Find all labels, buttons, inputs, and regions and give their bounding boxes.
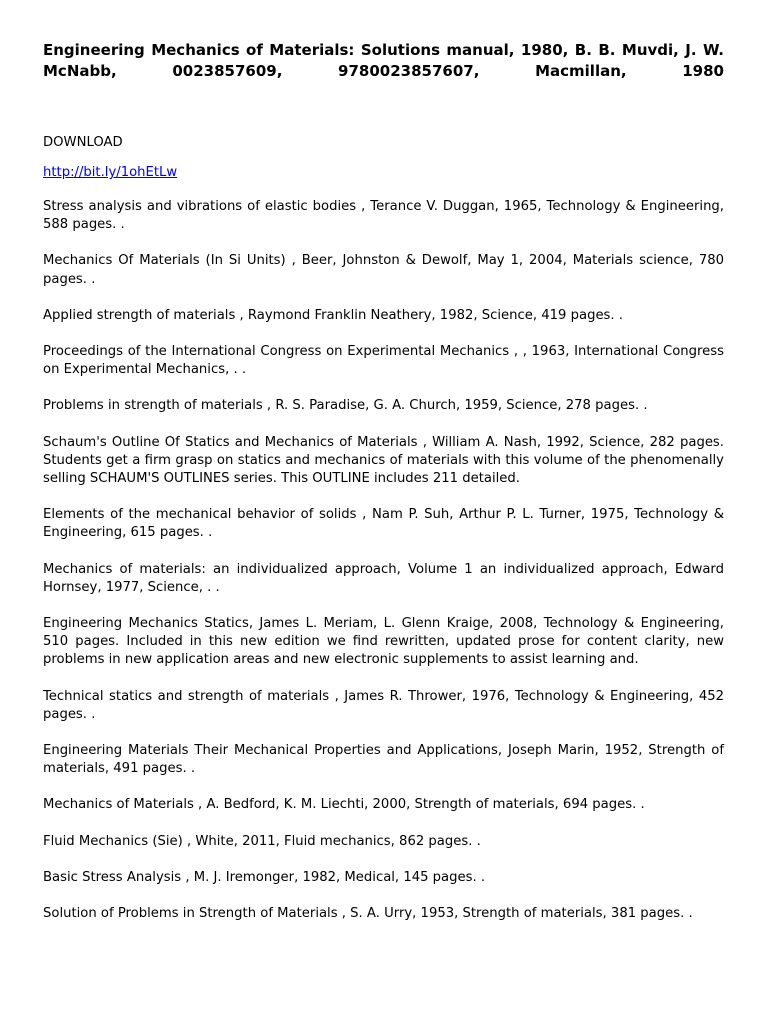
book-entry: Mechanics Of Materials (In Si Units) , Beer, Johnston & Dewolf, May 1, 2004, Materials science, 780 pages. . xyxy=(43,253,724,287)
book-entry: Fluid Mechanics (Sie) , White, 2011, Fluid mechanics, 862 pages. . xyxy=(43,833,481,849)
book-entry: Applied strength of materials , Raymond Franklin Neathery, 1982, Science, 419 pages. . xyxy=(43,307,623,323)
book-entry: Mechanics of materials: an individualized approach, Volume 1 an individualized approach, Edward Hornsey, 1977, Science, . . xyxy=(43,561,724,595)
document-title xyxy=(43,40,724,82)
book-entry: Technical statics and strength of materials , James R. Thrower, 1976, Technology & Engineering, 452 pages. . xyxy=(43,688,724,722)
title-line-1: Engineering Mechanics of Materials: Solutions manual, 1980, B. B. Muvdi, J. W. xyxy=(43,41,724,59)
book-entry: Engineering Materials Their Mechanical Properties and Applications, Joseph Marin, 1952, Strength of materials, 491 pages. . xyxy=(43,743,724,777)
book-entry: Solution of Problems in Strength of Materials , S. A. Urry, 1953, Strength of materials, 381 pages. . xyxy=(43,906,693,922)
book-entry: Mechanics of Materials , A. Bedford, K. M. Liechti, 2000, Strength of materials, 694 pages. . xyxy=(43,797,645,813)
book-entry: Problems in strength of materials , R. S. Paradise, G. A. Church, 1959, Science, 278 pages. . xyxy=(43,398,648,414)
book-entries xyxy=(43,198,724,923)
download-link[interactable]: http://bit.ly/1ohEtLw xyxy=(43,165,178,180)
book-entry: Stress analysis and vibrations of elastic bodies , Terance V. Duggan, 1965, Technology & Engineering, 588 pages. . xyxy=(43,199,724,233)
book-entry: Basic Stress Analysis , M. J. Iremonger, 1982, Medical, 145 pages. . xyxy=(43,869,486,885)
document-page xyxy=(43,40,724,941)
book-entry: Engineering Mechanics Statics, James L. Meriam, L. Glenn Kraige, 2008, Technology & Engineering, 510 pages. Included in this new edition we find rewritten, updated prose for content clarity, new problems in new application areas and new electronic supplements to assist learning and. xyxy=(43,616,724,668)
title-line-2: McNabb, 0023857609, 9780023857607, Macmillan, 1980 xyxy=(43,62,724,80)
book-entry: Schaum's Outline Of Statics and Mechanics of Materials , William A. Nash, 1992, Science, 282 pages. Students get a firm grasp on statics and mechanics of materials with this volume of the phenomenally selling SCHAUM'S OUTLINES series. This OUTLINE includes 211 detailed. xyxy=(43,434,724,487)
book-entry: Elements of the mechanical behavior of solids , Nam P. Suh, Arthur P. L. Turner, 1975, Technology & Engineering, 615 pages. . xyxy=(43,507,724,541)
book-entry: Proceedings of the International Congress on Experimental Mechanics , , 1963, International Congress on Experimental Mechanics, . . xyxy=(43,344,724,378)
download-label: DOWNLOAD xyxy=(43,135,123,150)
